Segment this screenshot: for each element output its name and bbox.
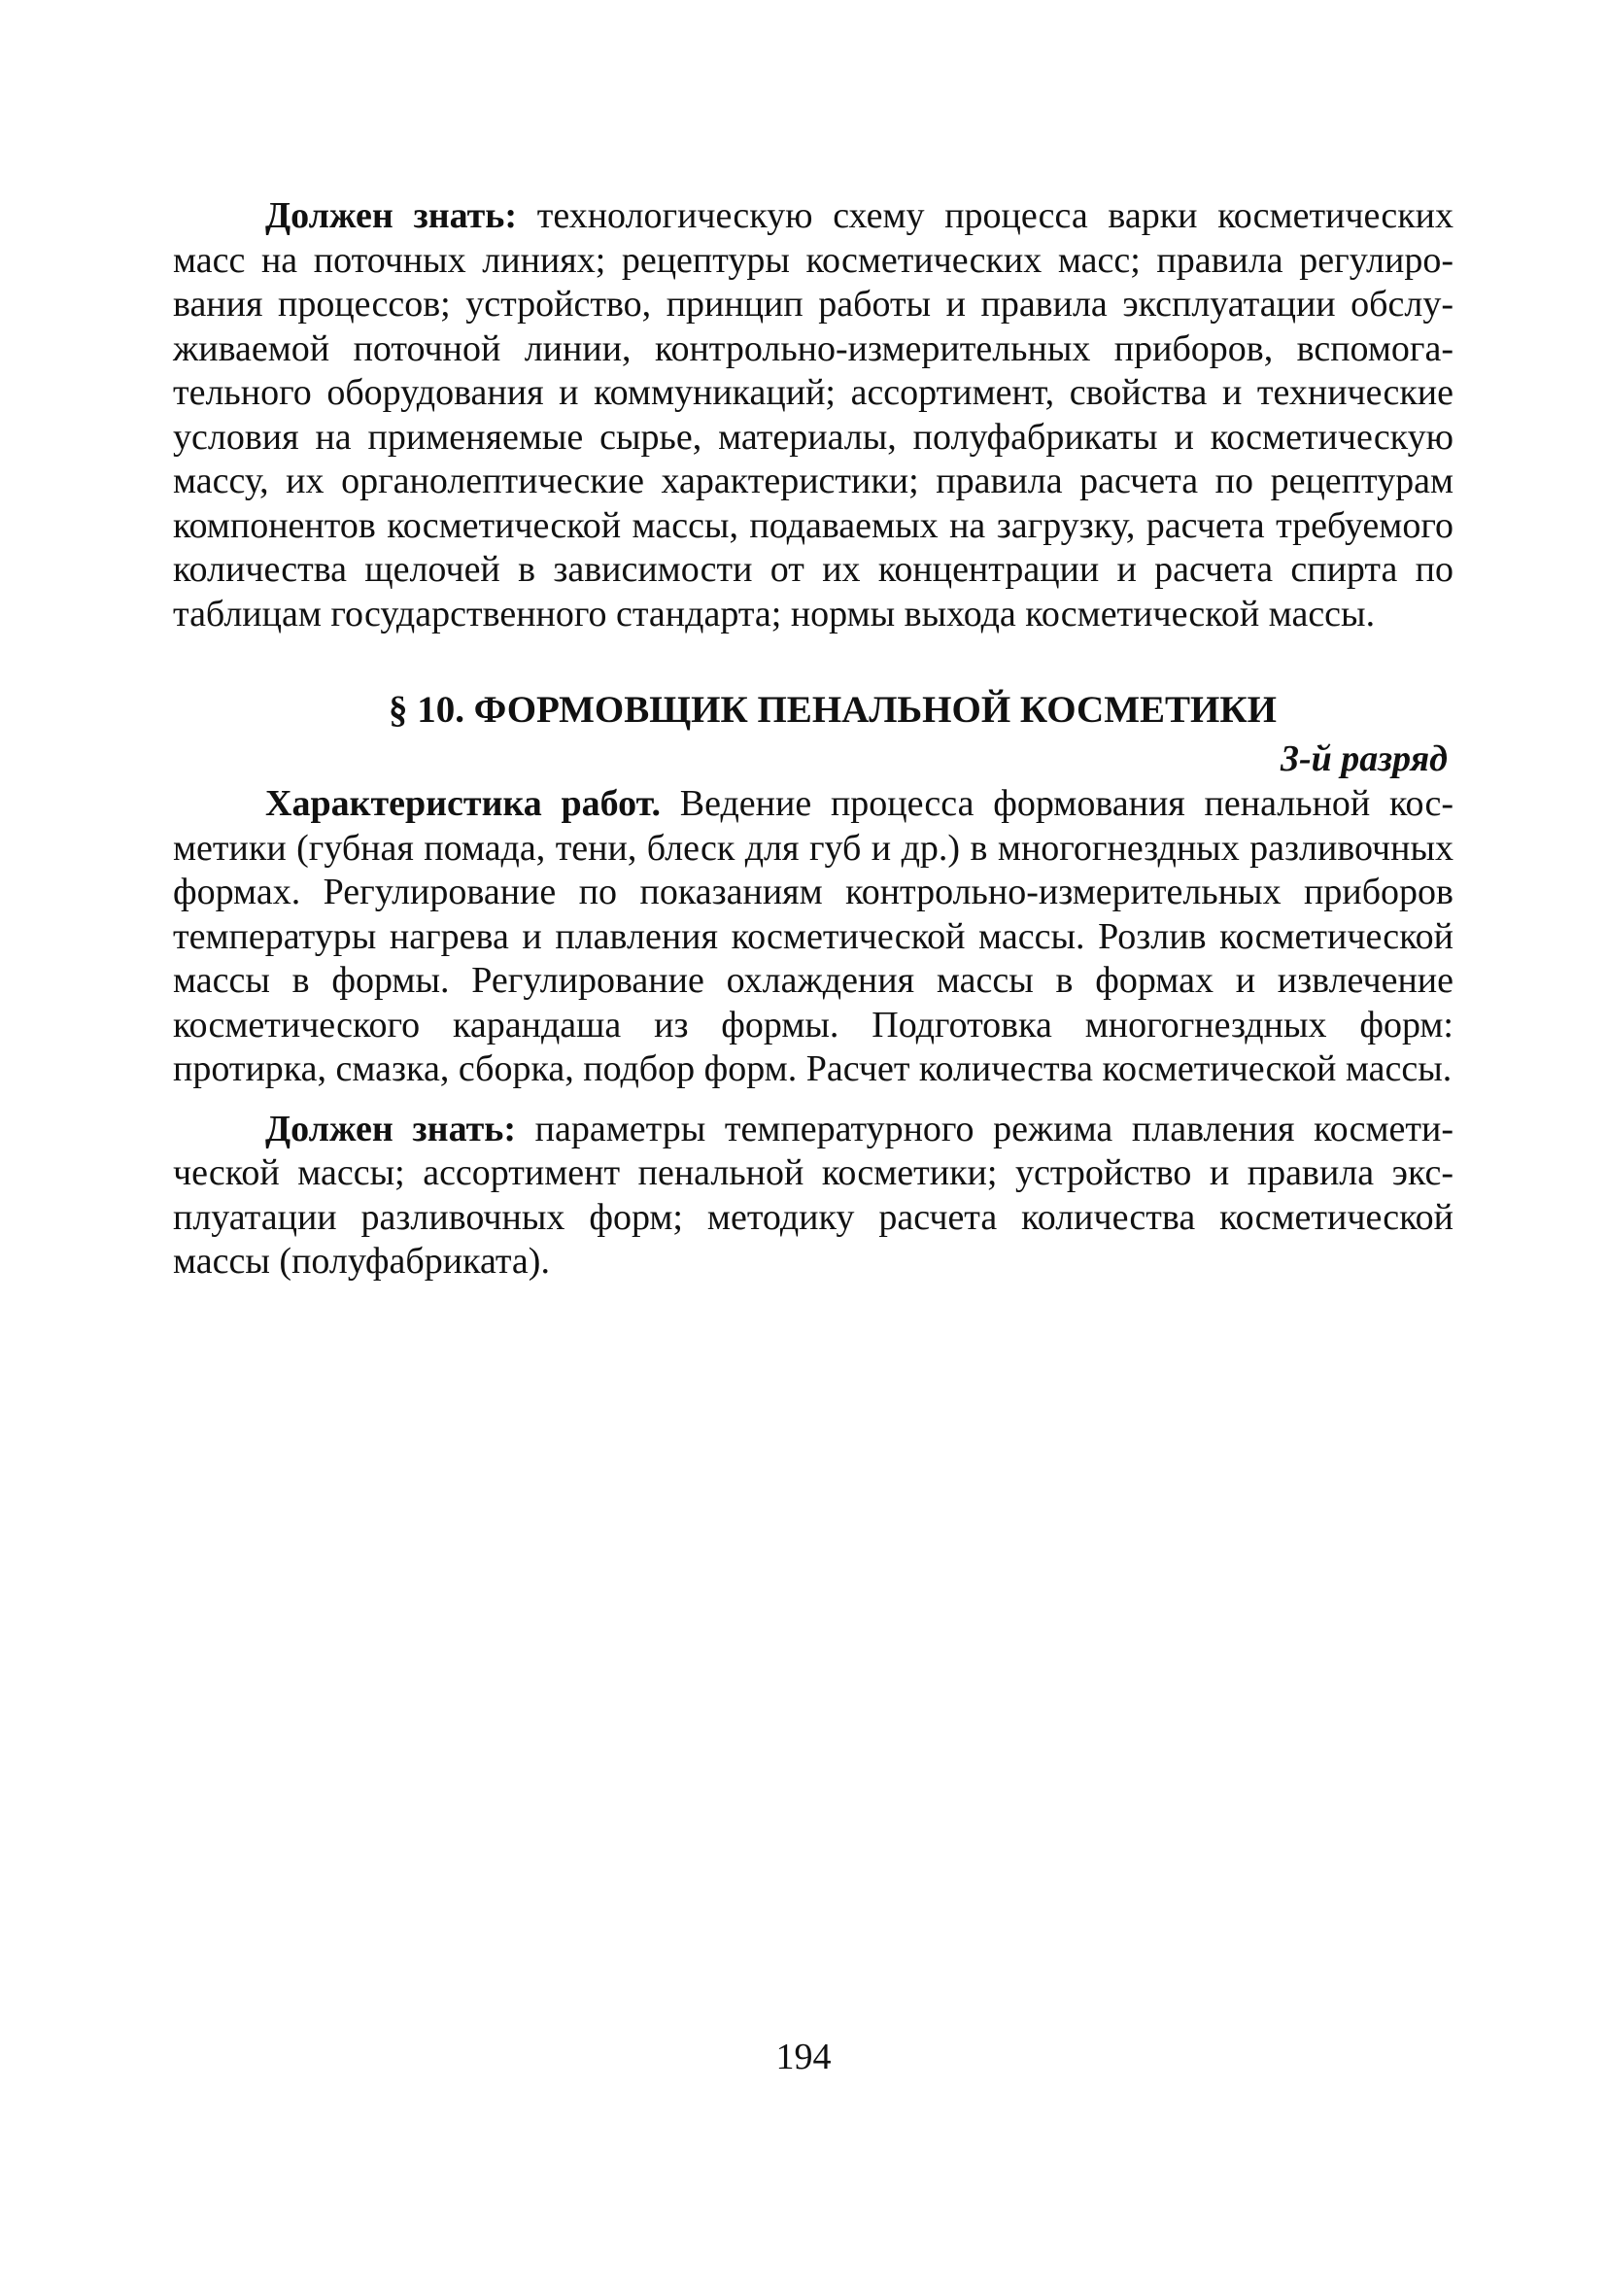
paragraph-text: параметры температурного режима плавления косметической массы; ассортимент пенальной косметики; устройство и правила эксплуатации разливочных форм; методику расчета количества косметической массы (полуфабриката). xyxy=(173,1108,1454,1282)
paragraph-text: технологическую схему процесса варки косметических масс на поточных линиях; рецептуры косметических масс; правила регулирования процессов; устройство, принцип работы и правила эксплуатации обслуживаемой поточной линии, контрольно-измерительных приборов, вспомогательного оборудования и коммуникаций; ассортимент, свойства и технические условия на применяемые сырье, материалы, полуфабрикаты и косметическую массу, их органолептические характеристики; правила расчета по рецептурам компонентов косметической массы, подаваемых на загрузку, расчета требуемого количества щелочей в зависимости от их концентрации и расчета спирта по таблицам государственного стандарта; нормы выхода косметической массы. xyxy=(173,195,1453,634)
paragraph-lead-label: Должен знать: xyxy=(265,1108,517,1149)
page-number: 194 xyxy=(775,2037,832,2077)
paragraph-must-know-previous xyxy=(173,194,1453,636)
paragraph-work-characteristics xyxy=(173,782,1453,1092)
section-grade: 3-й разряд xyxy=(1280,738,1448,779)
paragraph-lead-label: Должен знать: xyxy=(265,195,518,236)
paragraph-text: Ведение процесса формования пенальной косметики (губная помада, тени, блеск для губ и др.) в многогнездных разливочных формах. Регулирование по показаниям контрольно-измерительных приборов температуры нагрева и плавления косметической массы. Розлив косметической массы в формы. Регулирование охлаждения массы в формах и извлечение косметического карандаша из формы. Подготовка многогнездных форм: протирка, смазка, сборка, подбор форм. Расчет количества косметической массы. xyxy=(173,783,1453,1089)
paragraph-must-know xyxy=(173,1108,1453,1285)
paragraph-lead-label: Характеристика работ. xyxy=(265,783,661,824)
page-content xyxy=(173,194,1453,1285)
section-title: § 10. ФОРМОВЩИК ПЕНАЛЬНОЙ КОСМЕТИКИ xyxy=(388,689,1277,731)
